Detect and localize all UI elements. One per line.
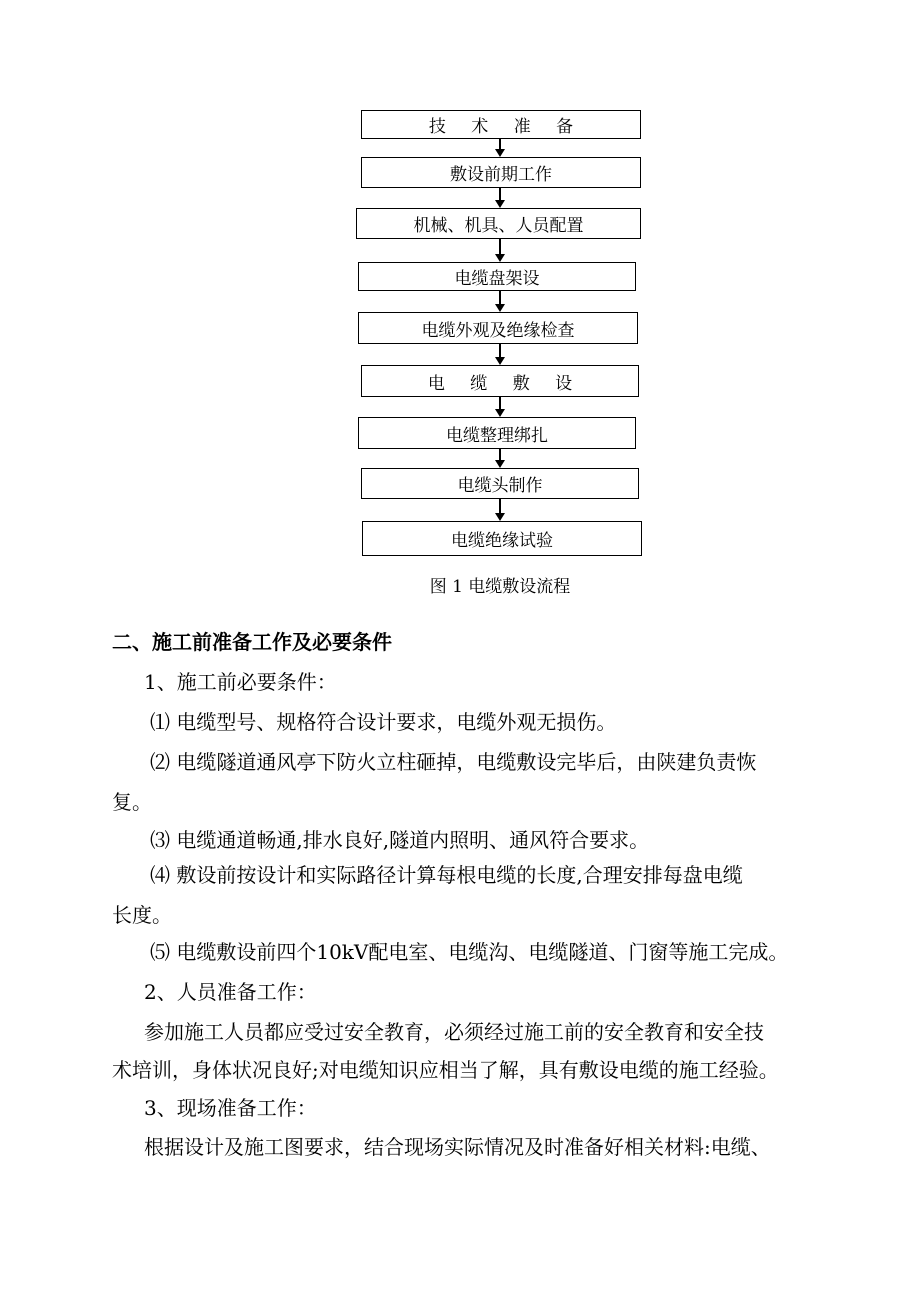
item1-paragraph-2-line-1: ⑵ 电缆隧道通风亭下防火立柱砸掉，电缆敷设完毕后，由陕建负责恢 bbox=[150, 750, 757, 774]
item1-paragraph-4-line-1: ⑷ 敷设前按设计和实际路径计算每根电缆的长度,合理安排每盘电缆 bbox=[150, 863, 743, 887]
flow-step-drum-setup: 电缆盘架设 bbox=[358, 262, 636, 291]
item1-title: 1、施工前必要条件： bbox=[144, 670, 337, 694]
item3-title: 3、现场准备工作： bbox=[144, 1096, 317, 1120]
item2-paragraph-line-2: 术培训，身体状况良好;对电缆知识应相当了解，具有敷设电缆的施工经验。 bbox=[112, 1058, 779, 1082]
item3-paragraph-line-1: 根据设计及施工图要求，结合现场实际情况及时准备好相关材料:电缆、 bbox=[144, 1135, 771, 1159]
item2-paragraph-line-1: 参加施工人员都应受过安全教育，必须经过施工前的安全教育和安全技 bbox=[144, 1020, 764, 1044]
flow-step-tidy-bind: 电缆整理绑扎 bbox=[358, 417, 636, 449]
flow-step-laying: 电 缆 敷 设 bbox=[361, 365, 639, 397]
flow-step-insulation-test: 电缆绝缘试验 bbox=[362, 521, 642, 556]
item1-paragraph-3: ⑶ 电缆通道畅通,排水良好,隧道内照明、通风符合要求。 bbox=[150, 828, 650, 852]
item1-paragraph-4-line-2: 长度。 bbox=[112, 903, 172, 927]
figure-caption: 图 1 电缆敷设流程 bbox=[429, 577, 571, 597]
flow-step-technical-prep: 技 术 准 备 bbox=[361, 110, 641, 139]
flow-step-pre-laying-work: 敷设前期工作 bbox=[361, 157, 641, 188]
item1-paragraph-2-line-2: 复。 bbox=[112, 790, 152, 814]
flow-step-terminal-making: 电缆头制作 bbox=[361, 468, 639, 499]
section-heading: 二、施工前准备工作及必要条件 bbox=[112, 630, 392, 654]
flow-step-equipment-personnel: 机械、机具、人员配置 bbox=[356, 208, 641, 239]
item1-paragraph-1: ⑴ 电缆型号、规格符合设计要求，电缆外观无损伤。 bbox=[150, 710, 617, 734]
flow-step-inspection: 电缆外观及绝缘检查 bbox=[358, 312, 638, 344]
item1-paragraph-5: ⑸ 电缆敷设前四个10kV配电室、电缆沟、电缆隧道、门窗等施工完成。 bbox=[150, 940, 789, 964]
item2-title: 2、人员准备工作： bbox=[144, 980, 317, 1004]
